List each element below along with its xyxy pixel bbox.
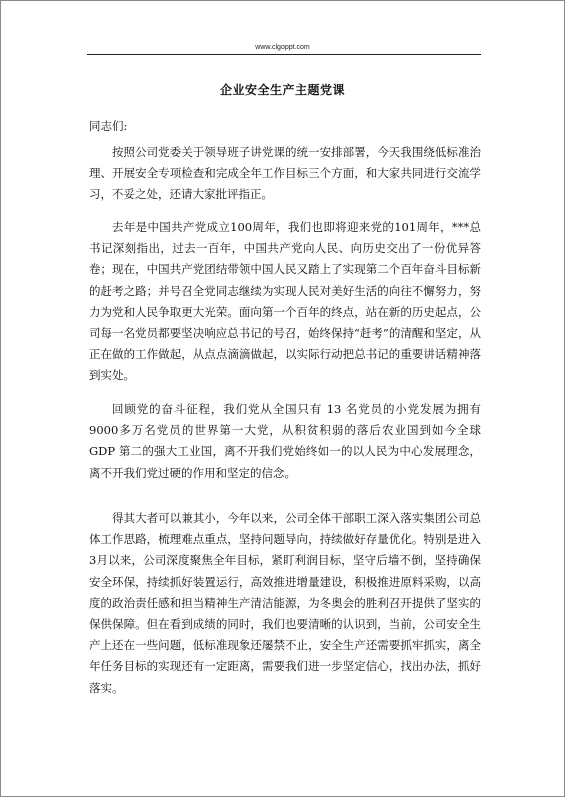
- paragraph-4: 得其大者可以兼其小，今年以来，公司全体干部职工深入落实集团公司总体工作思路，梳理难点重点，坚持问题导向，持续做好存量优化。特别是进入3月以来，公司深度聚焦全年目标，紧盯利润目标，坚守后墙不倒，坚持确保安全环保，持续抓好装置运行，高效推进增量建设，积极推进原料采购，以高度的政治责任感和担当精神生产清洁能源，为冬奥会的胜利召开提供了坚实的保供保障。但在看到成绩的同时，我们也要清晰的认识到，当前，公司安全生产上还在一些问题，低标准现象还屡禁不止，安全生产还需要抓牢抓实，离全年任务目标的实现还有一定距离，需要我们进一步坚定信心，找出办法，抓好落实。: [89, 511, 481, 695]
- paragraph-1: 按照公司党委关于领导班子讲党课的统一安排部署，今天我围绕低标准治理、开展安全专项检查和完成全年工作目标三个方面，和大家共同进行交流学习，不妥之处，还请大家批评指正。: [89, 145, 481, 202]
- document-title: 企业安全生产主题党课: [219, 83, 345, 97]
- header-website: www.clgoppt.com: [255, 44, 310, 51]
- paragraph-2: 去年是中国共产党成立100周年，我们也即将迎来党的101周年，***总书记深刻指出，过去一百年，中国共产党向人民、向历史交出了一份优异答卷；现在，中国共产党团结带领中国人民又踏上了实现第二个百年奋斗目标新的赶考之路；并号召全党同志继续为实现人民对美好生活的向往不懈努力，努力为党和人民争取更大光荣。面向第一个百年的终点，站在新的历史起点，公司每一名党员都要坚决响应总书记的号召，始终保持“赶考”的清醒和坚定，从正在做的工作做起，从点点滴滴做起，以实际行动把总书记的重要讲话精神落到实处。: [89, 220, 481, 383]
- paragraph-3: 回顾党的奋斗征程，我们党从全国只有 13 名党员的小党发展为拥有 9000多万名党员的世界第一大党，从积贫积弱的落后农业国到如今全球 GDP 第二的强大工业国，离不开我们党始终如一的以人民为中心发展理念，离不开我们党过硬的作用和坚定的信念。: [89, 402, 481, 480]
- header-divider: [87, 54, 481, 55]
- salutation: 同志们:: [89, 119, 128, 133]
